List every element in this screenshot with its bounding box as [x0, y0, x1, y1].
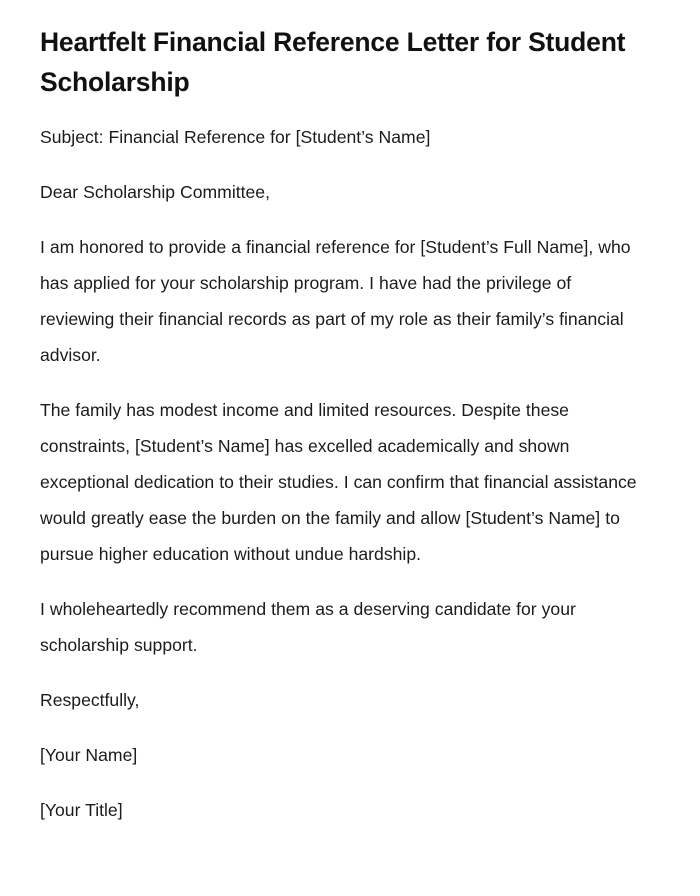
- salutation: Dear Scholarship Committee,: [40, 182, 270, 202]
- signature-name: [Your Name]: [40, 745, 138, 765]
- signature-title: [Your Title]: [40, 800, 123, 820]
- body-paragraph-1: I am honored to provide a financial reference for [Student’s Full Name], who has applied for your scholarship program. I have had the privilege of reviewing their financial records as part of my role as their family’s financial advisor.: [40, 237, 631, 365]
- page-title: Heartfelt Financial Reference Letter for Student Scholarship: [40, 27, 626, 97]
- body-paragraph-2: The family has modest income and limited resources. Despite these constraints, [Student’s Name] has excelled academically and shown exceptional dedication to their studies. I can confirm that financial assistance would greatly ease the burden on the family and allow [Student’s Name] to pursue higher education without undue hardship.: [40, 400, 637, 564]
- subject-line: Subject: Financial Reference for [Student’s Name]: [40, 127, 431, 147]
- body-paragraph-3: I wholeheartedly recommend them as a deserving candidate for your scholarship support.: [40, 599, 576, 655]
- closing: Respectfully,: [40, 690, 140, 710]
